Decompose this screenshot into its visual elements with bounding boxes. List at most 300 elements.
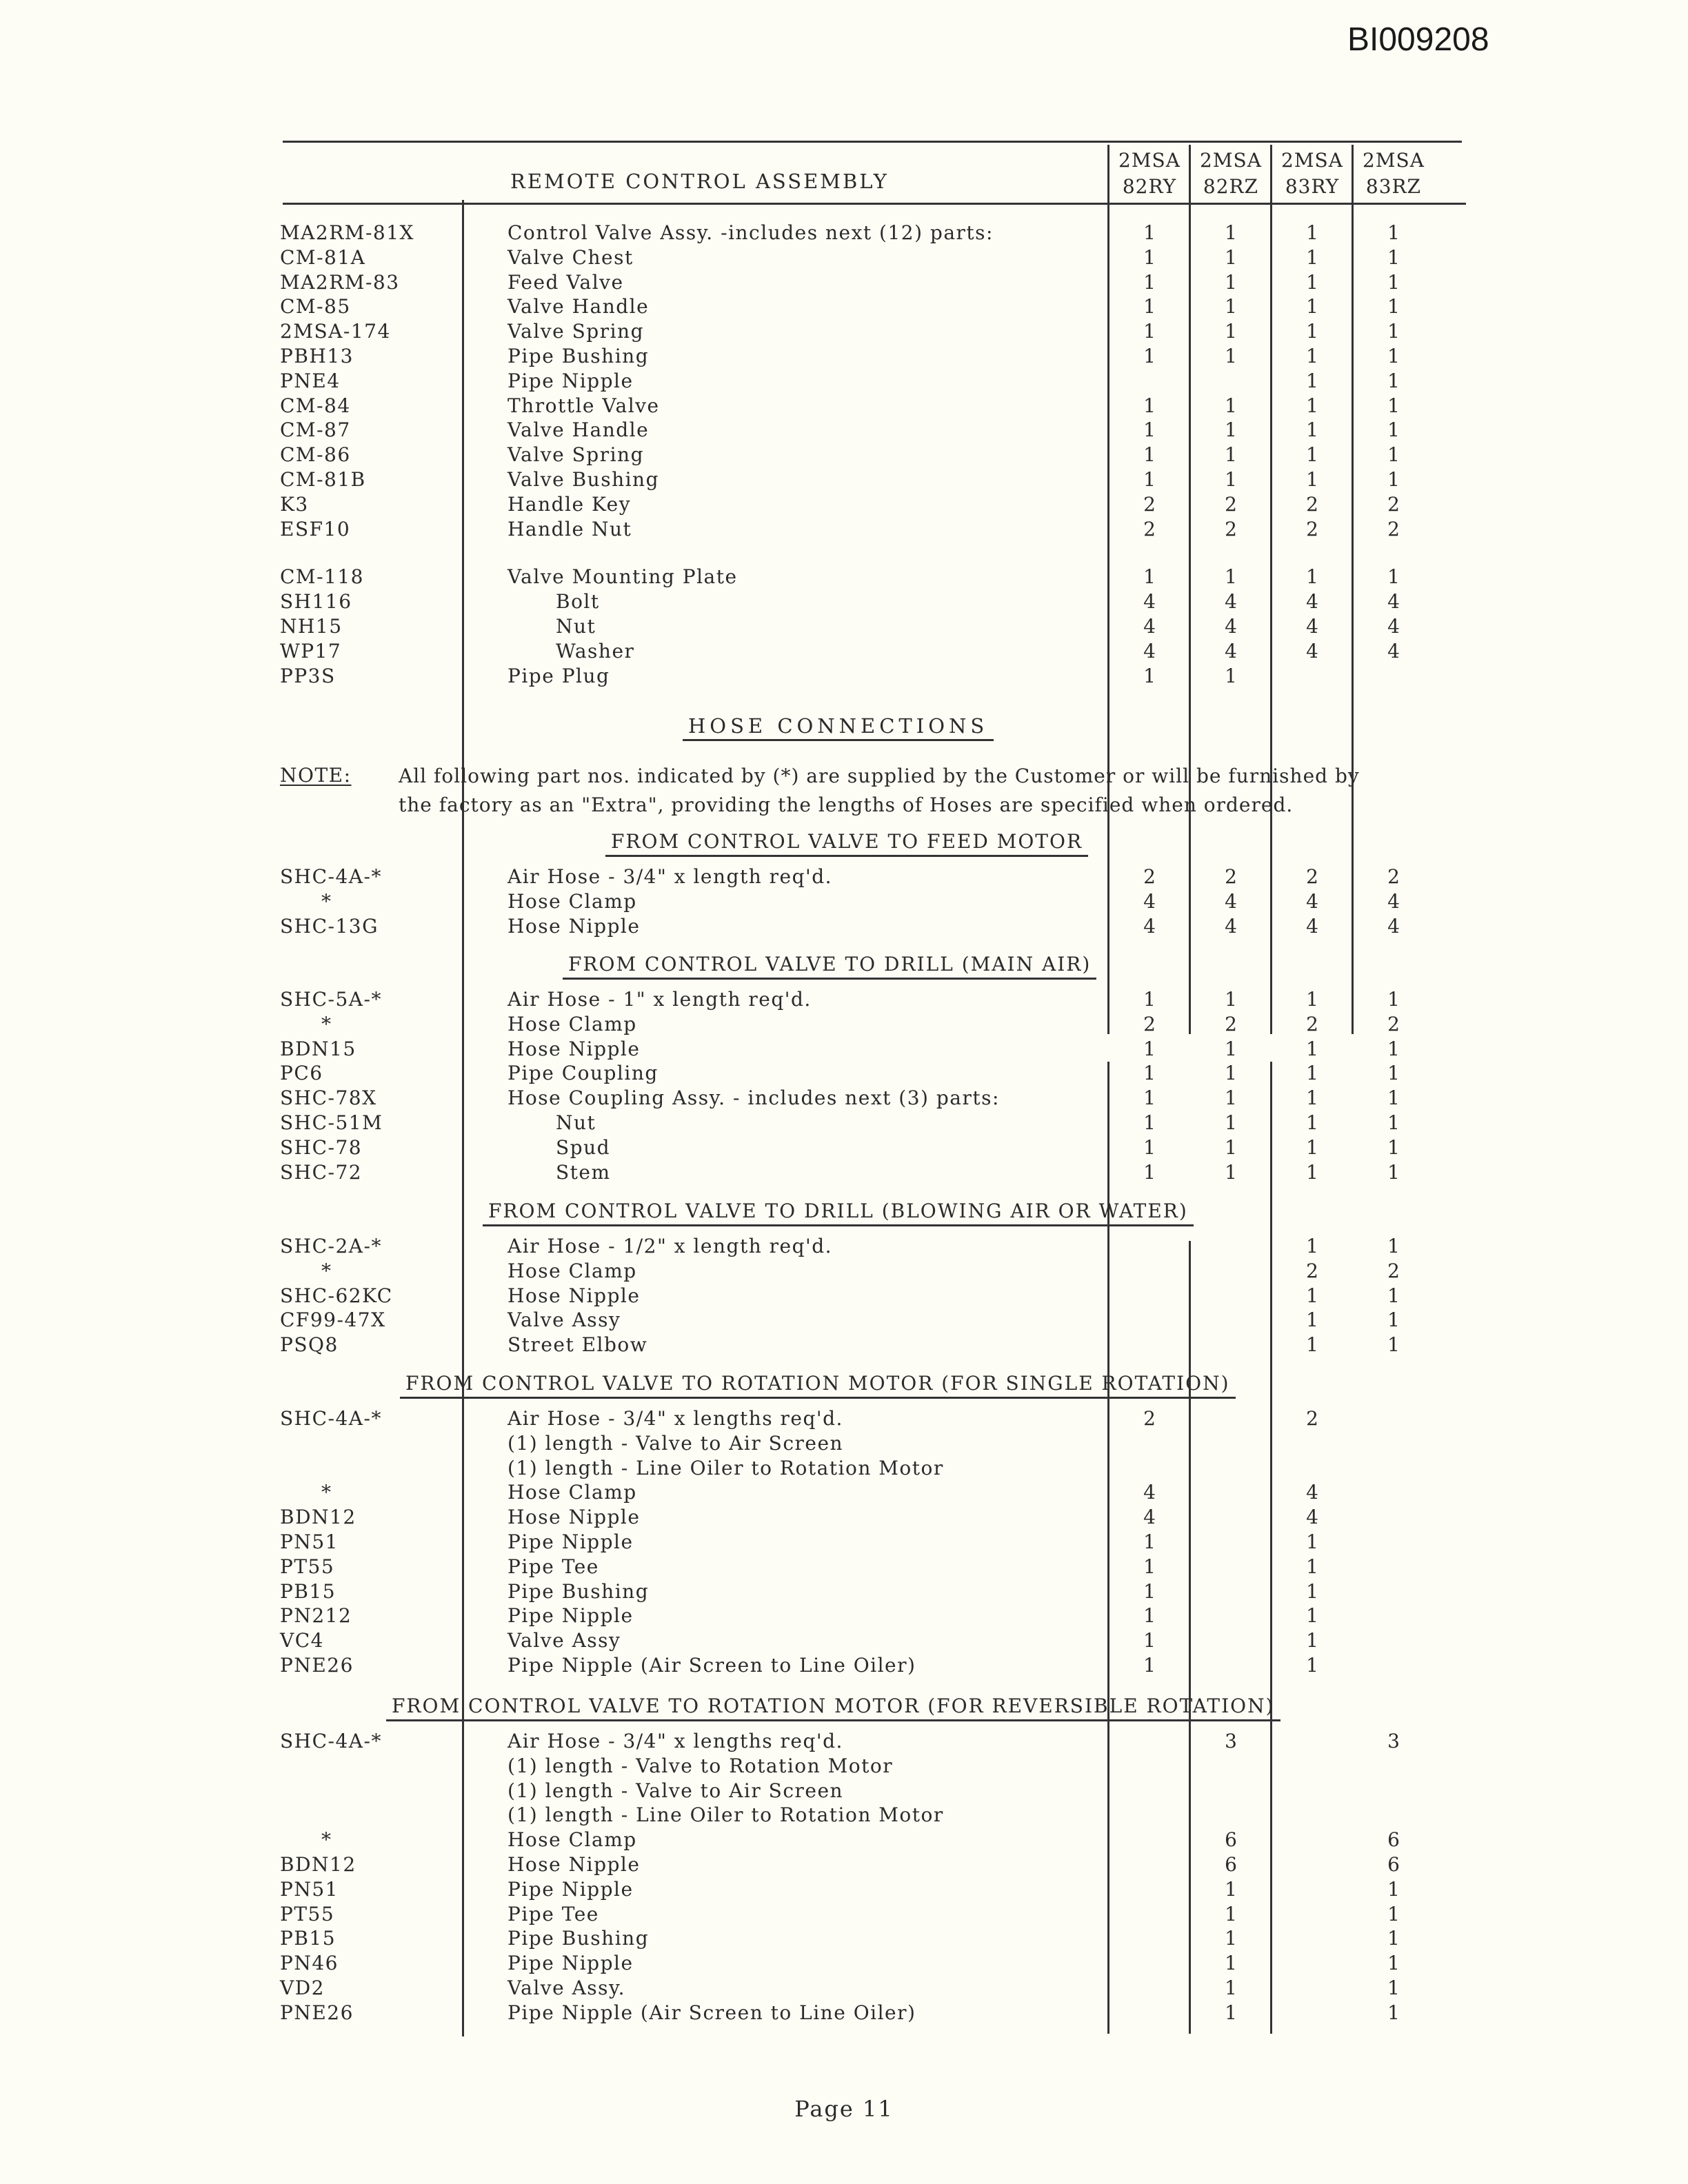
part-description: Valve Spring bbox=[508, 320, 644, 343]
quantity-cell: 4 bbox=[1306, 1481, 1318, 1504]
quantity-cell: 1 bbox=[1387, 1160, 1400, 1184]
part-number: * bbox=[321, 1828, 332, 1852]
part-description: Hose Coupling Assy. - includes next (3) parts: bbox=[508, 1086, 1000, 1110]
table-row bbox=[0, 1555, 1688, 1579]
part-description: Hose Nipple bbox=[508, 1037, 641, 1060]
header-bottom-rule bbox=[283, 203, 1466, 205]
part-number: PNE4 bbox=[280, 369, 341, 392]
part-number: * bbox=[321, 1259, 332, 1282]
part-number: * bbox=[321, 1481, 332, 1504]
section-heading: FROM CONTROL VALVE TO ROTATION MOTOR (FOR REVERSIBLE ROTATION) bbox=[386, 1695, 1280, 1721]
quantity-cell: 4 bbox=[1387, 639, 1400, 663]
table-row bbox=[0, 1012, 1688, 1037]
quantity-cell: 4 bbox=[1387, 615, 1400, 638]
part-number: PC6 bbox=[280, 1062, 323, 1085]
quantity-cell: 1 bbox=[1143, 345, 1156, 367]
quantity-cell: 1 bbox=[1225, 1877, 1237, 1901]
table-row bbox=[0, 1480, 1688, 1505]
part-number: PNE26 bbox=[280, 2001, 354, 2024]
quantity-cell: 1 bbox=[1306, 1333, 1318, 1357]
section-heading: FROM CONTROL VALVE TO FEED MOTOR bbox=[605, 830, 1088, 857]
part-number: VC4 bbox=[280, 1629, 324, 1652]
part-description: Air Hose - 3/4" x length req'd. bbox=[508, 865, 833, 888]
table-row bbox=[0, 492, 1688, 517]
quantity-cell: 1 bbox=[1225, 1111, 1237, 1134]
quantity-cell: 1 bbox=[1306, 369, 1318, 392]
table-row bbox=[0, 1803, 1688, 1828]
quantity-cell: 1 bbox=[1225, 468, 1237, 491]
table-row bbox=[0, 1926, 1688, 1951]
part-description: Pipe Bushing bbox=[508, 345, 650, 367]
table-row bbox=[0, 319, 1688, 344]
quantity-cell: 1 bbox=[1225, 221, 1237, 244]
quantity-cell: 1 bbox=[1225, 988, 1237, 1011]
part-description: Pipe Nipple (Air Screen to Line Oiler) bbox=[508, 2001, 916, 2024]
table-row bbox=[0, 1902, 1688, 1927]
table-row bbox=[0, 1061, 1688, 1086]
hose-connections-heading: HOSE CONNECTIONS bbox=[683, 714, 994, 741]
quantity-cell: 2 bbox=[1143, 492, 1156, 516]
part-description: Valve Chest bbox=[508, 245, 634, 269]
part-description: Hose Clamp bbox=[508, 1481, 637, 1504]
quantity-cell: 1 bbox=[1143, 1579, 1156, 1603]
part-description: Hose Clamp bbox=[508, 1828, 637, 1852]
part-number: PP3S bbox=[280, 664, 336, 687]
quantity-cell: 1 bbox=[1387, 1235, 1400, 1257]
part-number: MA2RM-83 bbox=[280, 270, 400, 294]
part-number: CM-84 bbox=[280, 394, 351, 417]
quantity-cell: 4 bbox=[1143, 889, 1156, 913]
part-description: Pipe Nipple bbox=[508, 1952, 634, 1975]
quantity-cell: 1 bbox=[1306, 418, 1318, 442]
quantity-cell: 1 bbox=[1306, 345, 1318, 367]
table-row bbox=[0, 344, 1688, 369]
table-row bbox=[0, 1259, 1688, 1284]
quantity-cell: 2 bbox=[1387, 1012, 1400, 1035]
table-row bbox=[0, 418, 1688, 443]
part-description: Hose Nipple bbox=[508, 1284, 641, 1307]
note-line-2: the factory as an "Extra", providing the lengths of Hoses are specified when ordered. bbox=[399, 793, 1294, 816]
quantity-cell: 1 bbox=[1306, 1308, 1318, 1332]
quantity-cell: 1 bbox=[1387, 345, 1400, 367]
table-row bbox=[0, 270, 1688, 295]
quantity-cell: 1 bbox=[1306, 1235, 1318, 1257]
quantity-cell: 1 bbox=[1225, 1952, 1237, 1975]
part-description: Stem bbox=[556, 1160, 611, 1184]
table-row bbox=[0, 1729, 1688, 1754]
part-description: Valve Assy bbox=[508, 1629, 621, 1652]
quantity-cell: 1 bbox=[1225, 320, 1237, 343]
part-description: Pipe Coupling bbox=[508, 1062, 659, 1085]
quantity-cell: 1 bbox=[1225, 1976, 1237, 1999]
quantity-cell: 1 bbox=[1143, 1555, 1156, 1578]
part-description: Handle Key bbox=[508, 492, 632, 516]
table-row bbox=[0, 1431, 1688, 1456]
page-number: Page 11 bbox=[794, 2096, 894, 2122]
table-row bbox=[0, 1284, 1688, 1308]
part-description: (1) length - Valve to Air Screen bbox=[508, 1779, 844, 1802]
quantity-cell: 1 bbox=[1387, 270, 1400, 294]
table-row bbox=[0, 1111, 1688, 1135]
table-row bbox=[0, 1160, 1688, 1185]
quantity-cell: 1 bbox=[1143, 221, 1156, 244]
part-description: Air Hose - 3/4" x lengths req'd. bbox=[508, 1730, 843, 1752]
part-description: Throttle Valve bbox=[508, 394, 660, 417]
table-row bbox=[0, 394, 1688, 418]
part-description: (1) length - Line Oiler to Rotation Motor bbox=[508, 1456, 944, 1479]
quantity-cell: 1 bbox=[1143, 1604, 1156, 1628]
quantity-cell: 1 bbox=[1387, 295, 1400, 318]
part-description: Air Hose - 1" x length req'd. bbox=[508, 988, 812, 1011]
quantity-cell: 1 bbox=[1143, 468, 1156, 491]
quantity-cell: 1 bbox=[1387, 1877, 1400, 1901]
part-description: Pipe Bushing bbox=[508, 1579, 650, 1603]
part-number: * bbox=[321, 1012, 332, 1035]
quantity-cell: 1 bbox=[1225, 1135, 1237, 1159]
table-row bbox=[0, 1234, 1688, 1259]
document-id: BI009208 bbox=[1347, 21, 1489, 58]
quantity-cell: 1 bbox=[1306, 1284, 1318, 1307]
quantity-cell: 1 bbox=[1225, 1902, 1237, 1925]
quantity-cell: 1 bbox=[1225, 2001, 1237, 2024]
part-number: SHC-13G bbox=[280, 914, 379, 938]
part-description: Valve Mounting Plate bbox=[508, 565, 738, 589]
quantity-cell: 4 bbox=[1306, 590, 1318, 614]
part-number: NH15 bbox=[280, 615, 343, 638]
quantity-cell: 1 bbox=[1306, 1111, 1318, 1134]
part-number: CM-85 bbox=[280, 295, 351, 318]
quantity-cell: 1 bbox=[1143, 1086, 1156, 1110]
part-number: SHC-78 bbox=[280, 1135, 363, 1159]
quantity-cell: 2 bbox=[1387, 865, 1400, 888]
quantity-cell: 2 bbox=[1143, 1407, 1156, 1430]
quantity-cell: 2 bbox=[1306, 1407, 1318, 1430]
note-label: NOTE: bbox=[280, 764, 352, 787]
quantity-cell: 4 bbox=[1387, 590, 1400, 614]
quantity-cell: 1 bbox=[1387, 245, 1400, 269]
quantity-cell: 1 bbox=[1306, 221, 1318, 244]
table-row bbox=[0, 1754, 1688, 1779]
part-number: K3 bbox=[280, 492, 309, 516]
table-row bbox=[0, 1037, 1688, 1062]
quantity-cell: 1 bbox=[1143, 1135, 1156, 1159]
part-number: CM-118 bbox=[280, 565, 364, 589]
part-number: PT55 bbox=[280, 1555, 335, 1578]
quantity-cell: 1 bbox=[1143, 1037, 1156, 1060]
table-row bbox=[0, 1976, 1688, 2001]
part-description: Valve Handle bbox=[508, 418, 650, 442]
quantity-cell: 2 bbox=[1387, 492, 1400, 516]
quantity-cell: 4 bbox=[1387, 889, 1400, 913]
part-description: (1) length - Valve to Rotation Motor bbox=[508, 1754, 894, 1777]
part-description: Washer bbox=[556, 639, 635, 663]
quantity-cell: 1 bbox=[1143, 988, 1156, 1011]
quantity-cell: 6 bbox=[1225, 1853, 1237, 1876]
table-row bbox=[0, 1852, 1688, 1877]
quantity-cell: 2 bbox=[1225, 492, 1237, 516]
part-number: WP17 bbox=[280, 639, 342, 663]
table-row bbox=[0, 1135, 1688, 1160]
part-description: Valve Handle bbox=[508, 295, 650, 318]
quantity-cell: 2 bbox=[1225, 865, 1237, 888]
quantity-cell: 1 bbox=[1387, 221, 1400, 244]
quantity-cell: 1 bbox=[1143, 664, 1156, 687]
table-row bbox=[0, 889, 1688, 914]
part-number: SHC-62KC bbox=[280, 1284, 393, 1307]
quantity-cell: 1 bbox=[1306, 1604, 1318, 1628]
quantity-cell: 4 bbox=[1143, 1506, 1156, 1529]
table-row bbox=[0, 589, 1688, 614]
page-title: REMOTE CONTROL ASSEMBLY bbox=[510, 170, 889, 193]
part-number: CF99-47X bbox=[280, 1308, 386, 1332]
table-row bbox=[0, 1828, 1688, 1852]
quantity-cell: 2 bbox=[1143, 517, 1156, 540]
part-number: PN51 bbox=[280, 1877, 339, 1901]
part-description: (1) length - Valve to Air Screen bbox=[508, 1431, 844, 1455]
quantity-cell: 4 bbox=[1225, 914, 1237, 938]
quantity-cell: 1 bbox=[1143, 295, 1156, 318]
part-number: * bbox=[321, 889, 332, 913]
quantity-cell: 1 bbox=[1306, 295, 1318, 318]
table-row bbox=[0, 2001, 1688, 2025]
quantity-cell: 1 bbox=[1387, 1062, 1400, 1085]
part-description: Pipe Nipple bbox=[508, 369, 634, 392]
quantity-cell: 2 bbox=[1143, 1012, 1156, 1035]
part-description: Street Elbow bbox=[508, 1333, 648, 1357]
part-description: Pipe Nipple bbox=[508, 1877, 634, 1901]
table-row bbox=[0, 1579, 1688, 1604]
quantity-cell: 1 bbox=[1143, 1160, 1156, 1184]
table-row bbox=[0, 639, 1688, 664]
quantity-cell: 1 bbox=[1143, 565, 1156, 589]
quantity-cell: 1 bbox=[1143, 1654, 1156, 1677]
table-row bbox=[0, 443, 1688, 467]
quantity-cell: 1 bbox=[1225, 418, 1237, 442]
quantity-cell: 4 bbox=[1306, 639, 1318, 663]
quantity-cell: 1 bbox=[1306, 565, 1318, 589]
quantity-cell: 1 bbox=[1225, 1927, 1237, 1950]
header-top-rule bbox=[283, 141, 1462, 143]
table-row bbox=[0, 221, 1688, 245]
quantity-cell: 1 bbox=[1306, 468, 1318, 491]
note-line-1: All following part nos. indicated by (*) are supplied by the Customer or will be furnished by bbox=[399, 765, 1360, 787]
quantity-cell: 6 bbox=[1387, 1853, 1400, 1876]
quantity-cell: 6 bbox=[1387, 1828, 1400, 1852]
quantity-cell: 1 bbox=[1225, 295, 1237, 318]
quantity-cell: 1 bbox=[1306, 1654, 1318, 1677]
quantity-cell: 1 bbox=[1306, 1086, 1318, 1110]
part-description: (1) length - Line Oiler to Rotation Motor bbox=[508, 1803, 944, 1827]
quantity-cell: 4 bbox=[1306, 889, 1318, 913]
part-description: Hose Clamp bbox=[508, 1259, 637, 1282]
part-description: Hose Clamp bbox=[508, 1012, 637, 1035]
quantity-cell: 1 bbox=[1306, 1530, 1318, 1553]
quantity-cell: 1 bbox=[1143, 443, 1156, 467]
quantity-cell: 4 bbox=[1143, 1481, 1156, 1504]
quantity-cell: 4 bbox=[1306, 914, 1318, 938]
quantity-cell: 1 bbox=[1387, 1333, 1400, 1357]
quantity-cell: 1 bbox=[1306, 1579, 1318, 1603]
quantity-cell: 1 bbox=[1306, 1160, 1318, 1184]
column-header-82rz: 2MSA 82RZ bbox=[1200, 149, 1262, 198]
quantity-cell: 1 bbox=[1225, 565, 1237, 589]
quantity-cell: 1 bbox=[1225, 345, 1237, 367]
part-number: PB15 bbox=[280, 1927, 336, 1950]
quantity-cell: 1 bbox=[1306, 1037, 1318, 1060]
part-description: Handle Nut bbox=[508, 517, 632, 540]
quantity-cell: 1 bbox=[1225, 1037, 1237, 1060]
quantity-cell: 1 bbox=[1387, 369, 1400, 392]
part-number: BDN12 bbox=[280, 1506, 356, 1529]
part-description: Hose Clamp bbox=[508, 889, 637, 913]
quantity-cell: 4 bbox=[1225, 639, 1237, 663]
part-number: BDN15 bbox=[280, 1037, 356, 1060]
part-description: Pipe Plug bbox=[508, 664, 610, 687]
table-row bbox=[0, 565, 1688, 589]
quantity-cell: 2 bbox=[1225, 517, 1237, 540]
part-description: Valve Assy. bbox=[508, 1976, 626, 1999]
table-row bbox=[0, 1308, 1688, 1333]
part-number: 2MSA-174 bbox=[280, 320, 391, 343]
part-description: Pipe Nipple (Air Screen to Line Oiler) bbox=[508, 1654, 916, 1677]
quantity-cell: 1 bbox=[1225, 394, 1237, 417]
quantity-cell: 1 bbox=[1387, 1927, 1400, 1950]
quantity-cell: 1 bbox=[1387, 1135, 1400, 1159]
quantity-cell: 4 bbox=[1306, 615, 1318, 638]
part-number: SHC-72 bbox=[280, 1160, 363, 1184]
quantity-cell: 1 bbox=[1306, 1555, 1318, 1578]
quantity-cell: 4 bbox=[1143, 615, 1156, 638]
part-description: Pipe Nipple bbox=[508, 1530, 634, 1553]
part-number: PB15 bbox=[280, 1579, 336, 1603]
table-row bbox=[0, 987, 1688, 1012]
table-row bbox=[0, 1530, 1688, 1555]
part-number: SHC-2A-* bbox=[280, 1235, 382, 1257]
table-row bbox=[0, 1653, 1688, 1678]
column-header-82ry: 2MSA 82RY bbox=[1118, 149, 1180, 198]
quantity-cell: 4 bbox=[1143, 914, 1156, 938]
quantity-cell: 2 bbox=[1143, 865, 1156, 888]
quantity-cell: 4 bbox=[1143, 639, 1156, 663]
table-row bbox=[0, 1505, 1688, 1530]
section-heading: FROM CONTROL VALVE TO DRILL (BLOWING AIR OR WATER) bbox=[483, 1200, 1194, 1226]
part-number: CM-81B bbox=[280, 468, 366, 491]
part-number: ESF10 bbox=[280, 517, 351, 540]
quantity-cell: 3 bbox=[1387, 1730, 1400, 1752]
part-number: PN51 bbox=[280, 1530, 339, 1553]
quantity-cell: 1 bbox=[1387, 1976, 1400, 1999]
quantity-cell: 1 bbox=[1143, 1530, 1156, 1553]
quantity-cell: 1 bbox=[1387, 1037, 1400, 1060]
table-row bbox=[0, 914, 1688, 939]
quantity-cell: 4 bbox=[1225, 615, 1237, 638]
quantity-cell: 2 bbox=[1225, 1012, 1237, 1035]
quantity-cell: 6 bbox=[1225, 1828, 1237, 1852]
section-heading: FROM CONTROL VALVE TO ROTATION MOTOR (FOR SINGLE ROTATION) bbox=[400, 1372, 1236, 1399]
quantity-cell: 2 bbox=[1387, 1259, 1400, 1282]
table-row bbox=[0, 1456, 1688, 1481]
part-description: Pipe Nipple bbox=[508, 1604, 634, 1628]
quantity-cell: 2 bbox=[1306, 492, 1318, 516]
quantity-cell: 1 bbox=[1306, 988, 1318, 1011]
quantity-cell: 4 bbox=[1387, 914, 1400, 938]
part-number: BDN12 bbox=[280, 1853, 356, 1876]
part-description: Pipe Tee bbox=[508, 1902, 599, 1925]
quantity-cell: 1 bbox=[1306, 245, 1318, 269]
column-header-83rz: 2MSA 83RZ bbox=[1363, 149, 1425, 198]
quantity-cell: 1 bbox=[1387, 1952, 1400, 1975]
part-description: Pipe Bushing bbox=[508, 1927, 650, 1950]
quantity-cell: 1 bbox=[1143, 245, 1156, 269]
quantity-cell: 1 bbox=[1387, 418, 1400, 442]
quantity-cell: 1 bbox=[1387, 468, 1400, 491]
quantity-cell: 1 bbox=[1306, 443, 1318, 467]
table-row bbox=[0, 1877, 1688, 1902]
quantity-cell: 2 bbox=[1306, 865, 1318, 888]
part-number: SHC-5A-* bbox=[280, 988, 382, 1011]
quantity-cell: 1 bbox=[1225, 1062, 1237, 1085]
part-description: Hose Nipple bbox=[508, 914, 641, 938]
part-number: VD2 bbox=[280, 1976, 325, 1999]
quantity-cell: 1 bbox=[1225, 443, 1237, 467]
quantity-cell: 1 bbox=[1306, 394, 1318, 417]
quantity-cell: 1 bbox=[1306, 320, 1318, 343]
quantity-cell: 2 bbox=[1387, 517, 1400, 540]
quantity-cell: 1 bbox=[1225, 1160, 1237, 1184]
table-row bbox=[0, 517, 1688, 542]
part-number: SHC-51M bbox=[280, 1111, 383, 1134]
column-header-83ry: 2MSA 83RY bbox=[1281, 149, 1343, 198]
table-row bbox=[0, 1086, 1688, 1111]
part-number: PSQ8 bbox=[280, 1333, 339, 1357]
part-description: Valve Assy bbox=[508, 1308, 621, 1332]
quantity-cell: 1 bbox=[1387, 565, 1400, 589]
part-description: Feed Valve bbox=[508, 270, 624, 294]
table-row bbox=[0, 1333, 1688, 1357]
part-number: PNE26 bbox=[280, 1654, 354, 1677]
table-row bbox=[0, 369, 1688, 394]
part-number: CM-87 bbox=[280, 418, 351, 442]
part-description: Hose Nipple bbox=[508, 1853, 641, 1876]
part-description: Nut bbox=[556, 615, 596, 638]
table-row bbox=[0, 614, 1688, 639]
quantity-cell: 1 bbox=[1387, 320, 1400, 343]
part-description: Pipe Tee bbox=[508, 1555, 599, 1578]
part-number: PN212 bbox=[280, 1604, 352, 1628]
table-row bbox=[0, 1779, 1688, 1803]
quantity-cell: 1 bbox=[1143, 418, 1156, 442]
part-number: SHC-4A-* bbox=[280, 865, 382, 888]
part-description: Air Hose - 1/2" x length req'd. bbox=[508, 1235, 833, 1257]
table-row bbox=[0, 467, 1688, 492]
quantity-cell: 1 bbox=[1387, 2001, 1400, 2024]
quantity-cell: 1 bbox=[1225, 270, 1237, 294]
table-row bbox=[0, 865, 1688, 889]
quantity-cell: 1 bbox=[1387, 394, 1400, 417]
part-description: Valve Spring bbox=[508, 443, 644, 467]
part-number: MA2RM-81X bbox=[280, 221, 414, 244]
quantity-cell: 4 bbox=[1306, 1506, 1318, 1529]
table-row bbox=[0, 1406, 1688, 1431]
section-heading: FROM CONTROL VALVE TO DRILL (MAIN AIR) bbox=[563, 953, 1096, 980]
table-row bbox=[0, 1628, 1688, 1653]
quantity-cell: 1 bbox=[1387, 1284, 1400, 1307]
part-number: SHC-4A-* bbox=[280, 1407, 382, 1430]
part-number: CM-86 bbox=[280, 443, 351, 467]
quantity-cell: 1 bbox=[1387, 443, 1400, 467]
quantity-cell: 4 bbox=[1225, 889, 1237, 913]
part-description: Bolt bbox=[556, 590, 600, 614]
